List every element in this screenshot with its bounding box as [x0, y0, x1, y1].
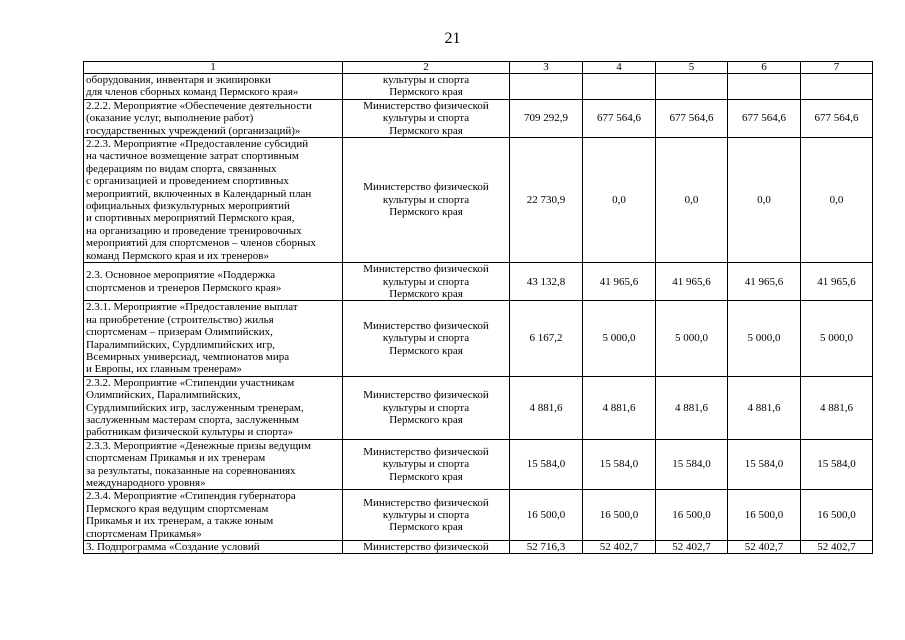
value-cell: 41 965,6 — [801, 263, 873, 301]
table-row — [84, 541, 873, 554]
activity-name-cell: 2.3.4. Мероприятие «Стипендия губернатора Пермского края ведущим спортсменам Прикамья и их тренерам, а также юным спортсменам Прикамья» — [84, 490, 343, 541]
value-cell: 5 000,0 — [801, 301, 873, 376]
value-cell: 677 564,6 — [583, 99, 656, 137]
value-cell: 4 881,6 — [801, 376, 873, 439]
value-cell: 16 500,0 — [656, 490, 728, 541]
value-cell: 4 881,6 — [656, 376, 728, 439]
value-cell: 22 730,9 — [510, 138, 583, 263]
executor-cell: Министерство физической культуры и спорта Пермского края — [343, 263, 510, 301]
table-row — [84, 490, 873, 541]
value-cell: 52 402,7 — [728, 541, 801, 554]
executor-cell: Министерство физической культуры и спорта Пермского края — [343, 138, 510, 263]
activity-name-cell: оборудования, инвентаря и экипировки для членов сборных команд Пермского края» — [84, 74, 343, 100]
value-cell: 15 584,0 — [728, 439, 801, 490]
column-header: 1 — [84, 62, 343, 74]
value-cell: 709 292,9 — [510, 99, 583, 137]
value-cell — [583, 74, 656, 100]
value-cell: 4 881,6 — [510, 376, 583, 439]
table-row — [84, 74, 873, 100]
value-cell: 4 881,6 — [583, 376, 656, 439]
column-header: 3 — [510, 62, 583, 74]
executor-cell: Министерство физической культуры и спорта Пермского края — [343, 439, 510, 490]
activity-name-cell: 2.3.3. Мероприятие «Денежные призы ведущим спортсменам Прикамья и их тренерам за результаты, показанные на соревнованиях международного уровня» — [84, 439, 343, 490]
value-cell: 41 965,6 — [656, 263, 728, 301]
value-cell — [801, 74, 873, 100]
executor-cell: культуры и спорта Пермского края — [343, 74, 510, 100]
value-cell: 52 402,7 — [656, 541, 728, 554]
column-header: 4 — [583, 62, 656, 74]
value-cell: 41 965,6 — [583, 263, 656, 301]
value-cell: 16 500,0 — [583, 490, 656, 541]
value-cell: 5 000,0 — [583, 301, 656, 376]
executor-cell: Министерство физической культуры и спорта Пермского края — [343, 301, 510, 376]
value-cell: 4 881,6 — [728, 376, 801, 439]
value-cell: 0,0 — [801, 138, 873, 263]
value-cell: 16 500,0 — [801, 490, 873, 541]
column-header: 5 — [656, 62, 728, 74]
value-cell — [656, 74, 728, 100]
value-cell: 41 965,6 — [728, 263, 801, 301]
table-row — [84, 439, 873, 490]
value-cell: 0,0 — [583, 138, 656, 263]
value-cell: 677 564,6 — [728, 99, 801, 137]
value-cell: 15 584,0 — [801, 439, 873, 490]
activity-name-cell: 2.3.2. Мероприятие «Стипендии участникам Олимпийских, Паралимпийских, Сурдлимпийских игр, заслуженным тренерам, заслуженным мастерам спорта, заслуженным работникам физической культуры и спорта» — [84, 376, 343, 439]
value-cell: 15 584,0 — [510, 439, 583, 490]
value-cell — [510, 74, 583, 100]
value-cell: 43 132,8 — [510, 263, 583, 301]
value-cell: 677 564,6 — [656, 99, 728, 137]
value-cell: 52 402,7 — [801, 541, 873, 554]
table-row — [84, 263, 873, 301]
executor-cell: Министерство физической культуры и спорта Пермского края — [343, 490, 510, 541]
activity-name-cell: 2.3.1. Мероприятие «Предоставление выплат на приобретение (строительство) жилья спортсменам – призерам Олимпийских, Паралимпийских, Сурдлимпийских игр, Всемирных универсиад, чемпионатов мира и Европы, их главным тренерам» — [84, 301, 343, 376]
column-number-row — [84, 62, 873, 74]
activity-name-cell: 2.2.2. Мероприятие «Обеспечение деятельности (оказание услуг, выполнение работ) государственных учреждений (организаций)» — [84, 99, 343, 137]
executor-cell: Министерство физической — [343, 541, 510, 554]
table-row — [84, 376, 873, 439]
column-header: 2 — [343, 62, 510, 74]
activity-name-cell: 2.3. Основное мероприятие «Поддержка спортсменов и тренеров Пермского края» — [84, 263, 343, 301]
executor-cell: Министерство физической культуры и спорта Пермского края — [343, 376, 510, 439]
page-number: 21 — [444, 30, 461, 47]
value-cell: 6 167,2 — [510, 301, 583, 376]
value-cell: 5 000,0 — [656, 301, 728, 376]
budget-table — [83, 61, 873, 554]
column-header: 7 — [801, 62, 873, 74]
value-cell: 52 402,7 — [583, 541, 656, 554]
column-header: 6 — [728, 62, 801, 74]
value-cell: 0,0 — [656, 138, 728, 263]
executor-cell: Министерство физической культуры и спорта Пермского края — [343, 99, 510, 137]
table-row — [84, 99, 873, 137]
table-row — [84, 301, 873, 376]
value-cell: 15 584,0 — [656, 439, 728, 490]
activity-name-cell: 2.2.3. Мероприятие «Предоставление субсидий на частичное возмещение затрат спортивным федерациям по видам спорта, связанных с организацией и проведением спортивных мероприятий, включенных в Календарный план официальных физкультурных мероприятий и спортивных мероприятий Пермского края, на организацию и проведение тренировочных мероприятий для спортсменов – членов сборных команд Пермского края и их тренеров» — [84, 138, 343, 263]
value-cell: 16 500,0 — [728, 490, 801, 541]
value-cell — [728, 74, 801, 100]
value-cell: 16 500,0 — [510, 490, 583, 541]
value-cell: 0,0 — [728, 138, 801, 263]
table-row — [84, 138, 873, 263]
activity-name-cell: 3. Подпрограмма «Создание условий — [84, 541, 343, 554]
value-cell: 677 564,6 — [801, 99, 873, 137]
value-cell: 5 000,0 — [728, 301, 801, 376]
value-cell: 15 584,0 — [583, 439, 656, 490]
value-cell: 52 716,3 — [510, 541, 583, 554]
